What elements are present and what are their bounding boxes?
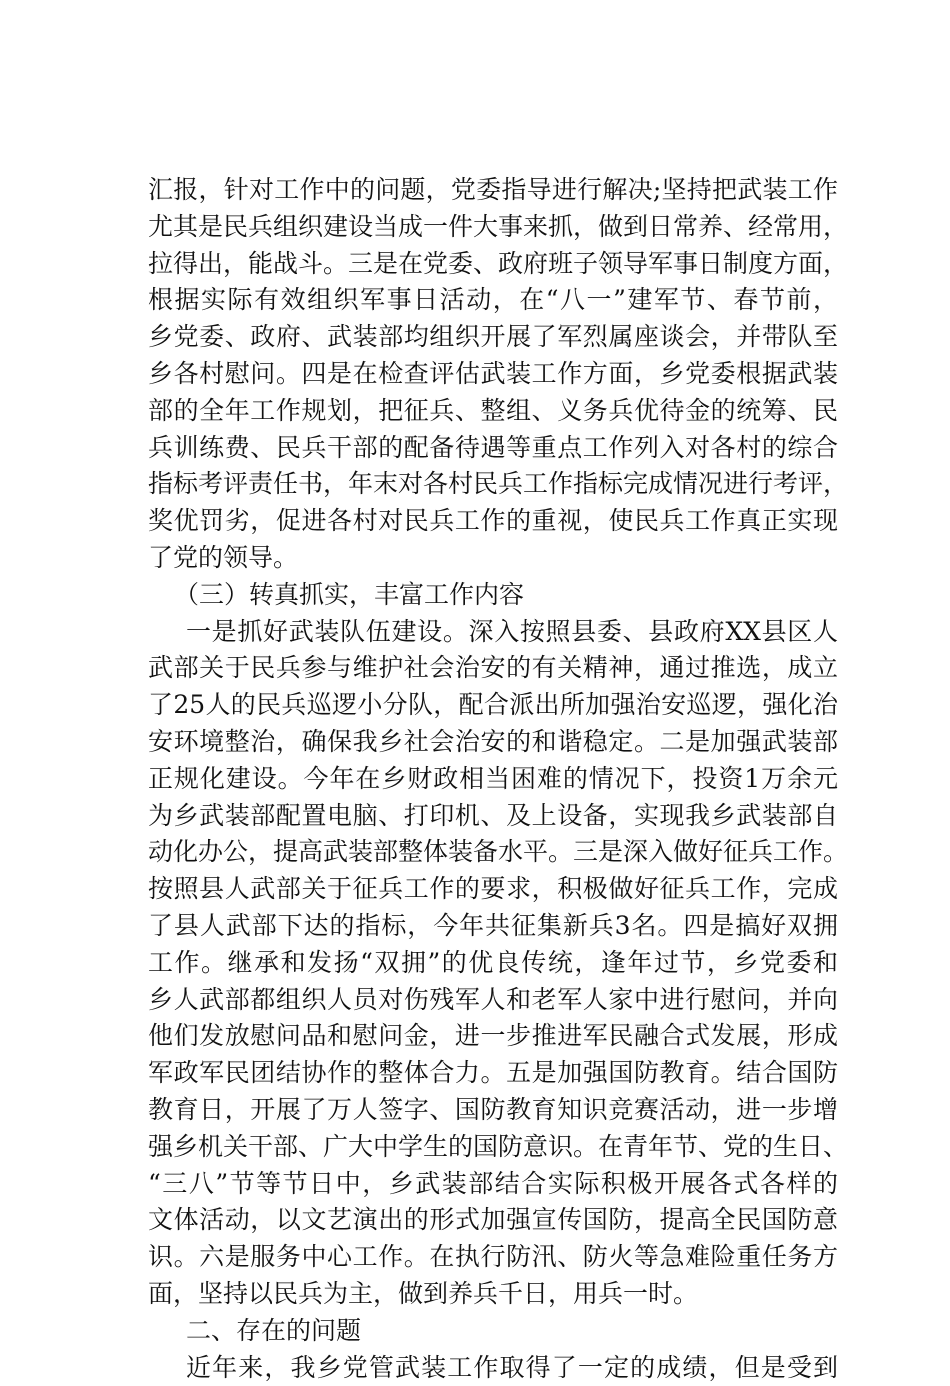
body-line: 了党的领导。	[148, 540, 838, 577]
section-heading: 二、存在的问题	[148, 1313, 838, 1350]
body-line: 面，坚持以民兵为主，做到养兵千日，用兵一时。	[148, 1276, 838, 1313]
body-line: 他们发放慰问品和慰问金，进一步推进军民融合式发展，形成	[148, 1018, 838, 1055]
body-line: 安环境整治，确保我乡社会治安的和谐稳定。二是加强武装部	[148, 724, 838, 761]
body-line: 为乡武装部配置电脑、打印机、及上设备，实现我乡武装部自	[148, 798, 838, 835]
body-line: 尤其是民兵组织建设当成一件大事来抓，做到日常养、经常用，	[148, 209, 838, 246]
body-line: 教育日，开展了万人签字、国防教育知识竞赛活动，进一步增	[148, 1092, 838, 1129]
body-line: 工作。继承和发扬“双拥”的优良传统，逢年过节，乡党委和	[148, 945, 838, 982]
body-line: “三八”节等节日中，乡武装部结合实际积极开展各式各样的	[148, 1166, 838, 1203]
body-line: 拉得出，能战斗。三是在党委、政府班子领导军事日制度方面，	[148, 246, 838, 283]
body-line: 兵训练费、民兵干部的配备待遇等重点工作列入对各村的综合	[148, 430, 838, 467]
body-line: 乡人武部都组织人员对伤残军人和老军人家中进行慰问，并向	[148, 982, 838, 1019]
body-line: 乡党委、政府、武装部均组织开展了军烈属座谈会，并带队至	[148, 319, 838, 356]
body-line: 根据实际有效组织军事日活动，在“八一”建军节、春节前，	[148, 282, 838, 319]
body-line: 部的全年工作规划，把征兵、整组、义务兵优待金的统筹、民	[148, 393, 838, 430]
body-line: 指标考评责任书，年末对各村民兵工作指标完成情况进行考评，	[148, 466, 838, 503]
body-line: 汇报，针对工作中的问题，党委指导进行解决;坚持把武装工作	[148, 172, 838, 209]
body-line: 了县人武部下达的指标，今年共征集新兵3名。四是搞好双拥	[148, 908, 838, 945]
section-subheading: （三）转真抓实，丰富工作内容	[148, 577, 838, 614]
body-line: 按照县人武部关于征兵工作的要求，积极做好征兵工作，完成	[148, 871, 838, 908]
paragraph-first-line: 一是抓好武装队伍建设。深入按照县委、县政府XX县区人	[148, 614, 838, 651]
body-line: 武部关于民兵参与维护社会治安的有关精神，通过推选，成立	[148, 650, 838, 687]
body-line: 军政军民团结协作的整体合力。五是加强国防教育。结合国防	[148, 1055, 838, 1092]
body-line: 乡各村慰问。四是在检查评估武装工作方面，乡党委根据武装	[148, 356, 838, 393]
body-line: 强乡机关干部、广大中学生的国防意识。在青年节、党的生日、	[148, 1129, 838, 1166]
body-line: 了25人的民兵巡逻小分队，配合派出所加强治安巡逻，强化治	[148, 687, 838, 724]
body-line: 文体活动，以文艺演出的形式加强宣传国防，提高全民国防意	[148, 1202, 838, 1239]
body-line: 正规化建设。今年在乡财政相当困难的情况下，投资1万余元	[148, 761, 838, 798]
body-line: 奖优罚劣，促进各村对民兵工作的重视，使民兵工作真正实现	[148, 503, 838, 540]
paragraph-first-line: 近年来，我乡党管武装工作取得了一定的成绩，但是受到	[148, 1350, 838, 1386]
document-body	[148, 172, 838, 1386]
body-line: 动化办公，提高武装部整体装备水平。三是深入做好征兵工作。	[148, 834, 838, 871]
body-line: 识。六是服务中心工作。在执行防汛、防火等急难险重任务方	[148, 1239, 838, 1276]
